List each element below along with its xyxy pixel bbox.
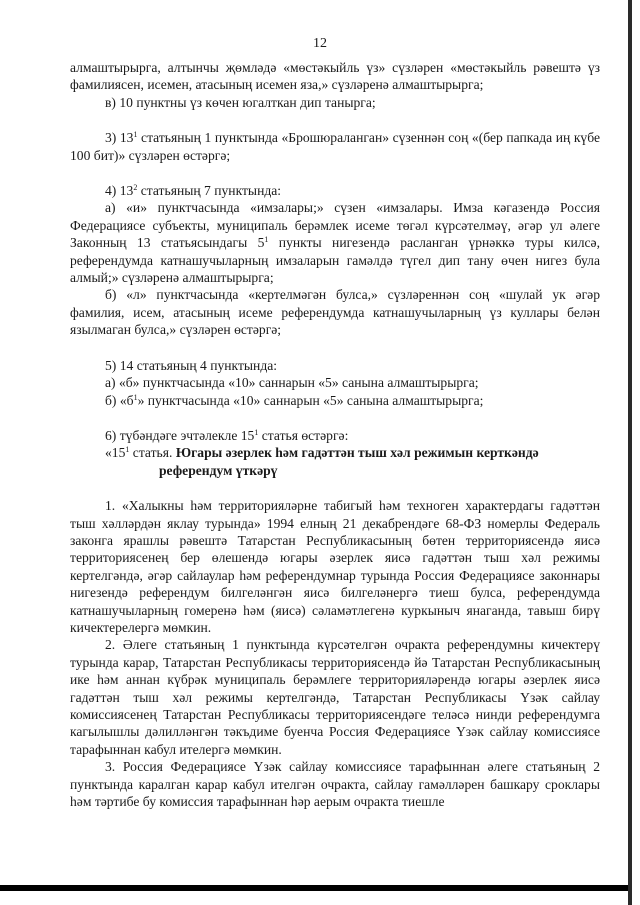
paragraph-continuation: алмаштырырга, алтынчы җөмләдә «мөстәкыйль үз» сүзләрен «мөстәкыйль рәвештә үз фамилиясен, исемен, атасының исемен яза,» сүзләренә алмаштырырга; [70,60,600,93]
article-paragraph-3: 3. Россия Федерациясе Үзәк сайлау комиссиясе тарафыннан әлеге статьяның 2 пунктында каралган карар кабул ителгән очракта, сайлау гамәлләрен башкару сроклары һәм тәртибе бу комиссия тарафыннан һәр аерым очракта тиешле [70,759,600,810]
scan-bottom-edge [0,885,628,891]
item-v-repeal: в) 10 пунктны үз көчен югалткан дип танырга; [105,94,376,110]
article-heading: «$15^1$ статья. Югары әзерлек һәм гадәттән тыш хәл режимын керткәндә [105,445,539,461]
item-5b: б) «$б^1$» пунктчасында «10» саннарын «5» санына алмаштырырга; [105,392,484,408]
page-number: 12 [313,36,327,51]
item-5a: а) «б» пунктчасында «10» саннарын «5» санына алмаштырырга; [105,375,479,391]
item-4a: а) «и» пунктчасында «имзалары;» сүзен «имзалары. Имза кәгазендә Россия Федерациясе субъекты, муниципаль берәмлек исеме төгәл күрсәтелмәү, әгәр ул әлеге Законның 13 статьясындагы $5^1$ пункты нигезендә расланган үрнәккә туры килсә, референдумда катнашучыларның имзаларын гамәлдә түгел дип тану өчен нигез була алмый;» сүзләренә алмаштырырга; [70,200,600,286]
item-4b: б) «л» пунктчасында «кертелмәгән булса,» сүзләреннән соң «шулай ук әгәр фамилия, исем, атасының исеме референдумда катнашучыларның үз куллары белән язылмаган булса,» сүзләрен өстәргә; [70,287,600,338]
article-heading-cont: референдум үткәрү [159,462,278,478]
item-4: 4) $13^2$ статьяның 7 пунктында: [105,183,282,199]
item-3: 3) $13^1$ статьяның 1 пунктында «Брошюраланган» сүзеннән соң «(бер папкада иң күбе 100 бит)» сүзләрен өстәргә; [70,130,600,163]
article-paragraph-2: 2. Әлеге статьяның 1 пунктында күрсәтелгән очракта референдумны кичектерү турында карар, Татарстан Республикасы территориясендә йә Татарстан Республикасының ике һәм аннан күбрәк муниципаль берәмлеге территорияләрендә югары әзерлек яисә гадәттән тыш хәл режимы кертелгәндә, Татарстан Республикасы Үзәк сайлау комиссиясенең Татарстан Республикасы территориясендәге теләсә нинди референдумга кагылышлы дәлилләнгән тәкъдиме буенча Россия Федерациясе Үзәк сайлау комиссиясе тарафыннан кабул ителергә мөмкин. [70,637,600,757]
item-6: 6) түбәндәге эчтәлекле $15^1$ статья өстәргә: [105,427,349,443]
document-body [70,59,600,810]
scan-right-edge [628,0,632,905]
item-5: 5) 14 статьяның 4 пунктында: [105,357,278,373]
article-paragraph-1: 1. «Халыкны һәм территорияләрне табигый һәм техноген характердагы гадәттән тыш хәлләрдән яклау турында» 1994 елның 21 декабрендәге 68-ФЗ номерлы Федераль законга ярашлы рәвештә Татарстан Республикасының бөтен территориясендә яисә территориясенең бер өлешендә югары әзерлек яисә гадәттән тыш хәл режимы кертелгәндә, әгәр сайлаулар һәм референдумнар турында Россия Федерациясе законнары нигезендә референдум билгеләнгән яисә билгеләнергә тиеш булса, референдумда катнашучыларның гомеренә һәм (яисә) сәламәтлегенә куркыныч янаганда, тавыш бирү кичектерелергә мөмкин. [70,498,600,635]
